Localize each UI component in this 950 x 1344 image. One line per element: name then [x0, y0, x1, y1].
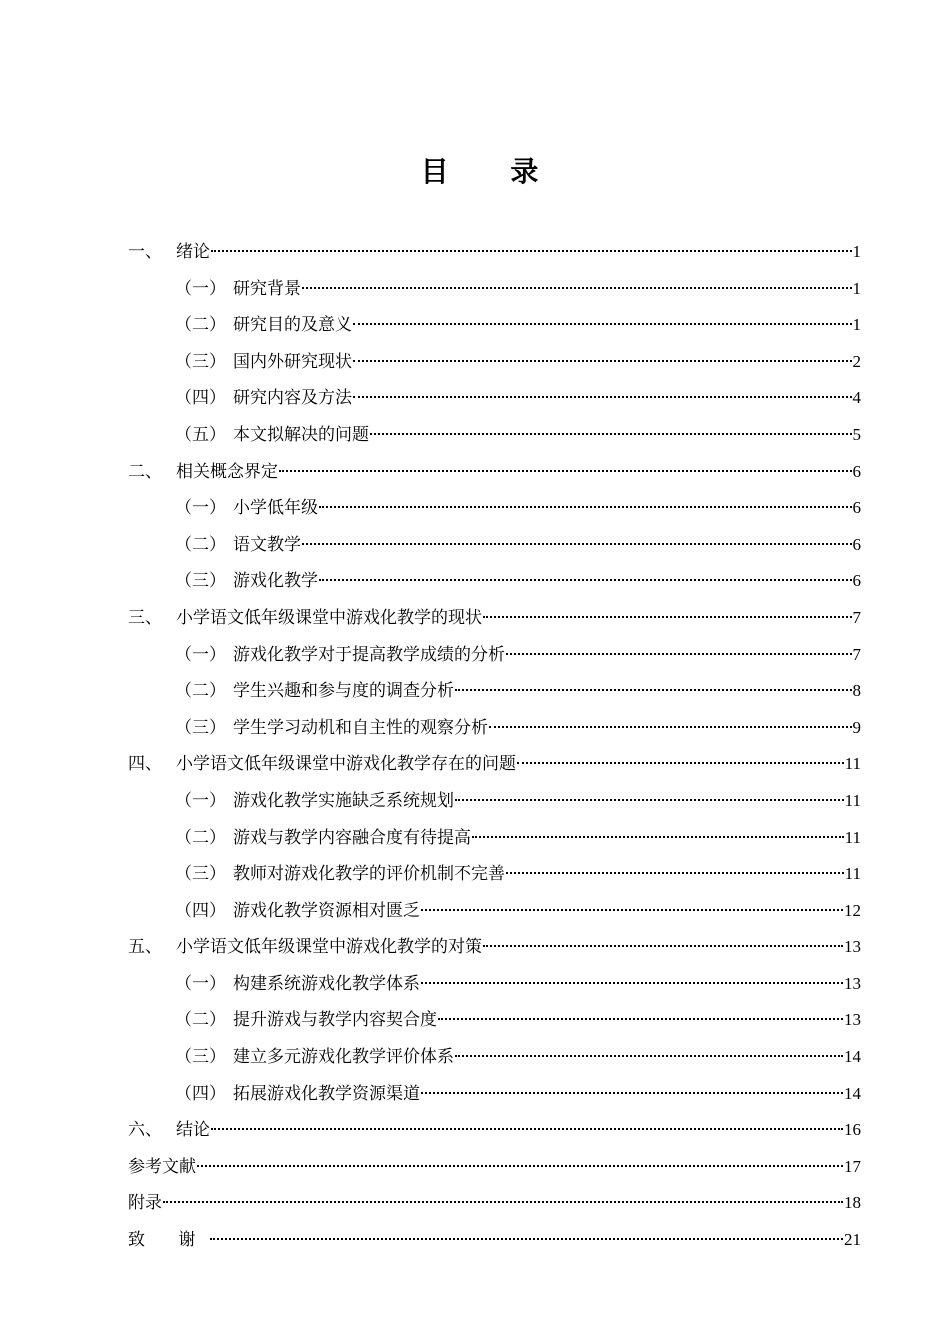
- toc-dot-leader: [489, 726, 852, 728]
- toc-entry-title: 游戏化教学: [233, 571, 318, 592]
- toc-entry-title: 小学语文低年级课堂中游戏化教学存在的问题: [176, 754, 516, 775]
- toc-entry-number: （一）: [175, 498, 226, 519]
- toc-dot-leader: [517, 762, 844, 764]
- toc-entry[interactable]: [128, 1222, 861, 1259]
- toc-entry[interactable]: [128, 1002, 861, 1039]
- toc-entry[interactable]: [128, 527, 861, 564]
- toc-entry-page: 17: [844, 1156, 861, 1176]
- toc-entry-number: （三）: [175, 351, 226, 372]
- toc-entry-title: 拓展游戏化教学资源渠道: [233, 1083, 420, 1104]
- toc-entry-page: 9: [852, 717, 861, 737]
- toc-entry-title: 国内外研究现状: [233, 351, 352, 372]
- toc-entry-page: 6: [852, 534, 861, 554]
- toc-entry[interactable]: [128, 1185, 861, 1222]
- toc-entry-title: 致 谢: [128, 1230, 210, 1251]
- toc-entry[interactable]: [128, 673, 861, 710]
- toc-entry-title: 小学语文低年级课堂中游戏化教学的对策: [176, 937, 482, 958]
- toc-entry[interactable]: [128, 380, 861, 417]
- toc-entry[interactable]: [128, 1112, 861, 1149]
- toc-entry-page: 6: [852, 571, 861, 591]
- toc-entry-number: 五、: [128, 937, 162, 958]
- toc-dot-leader: [421, 982, 843, 984]
- toc-entry-page: 7: [852, 607, 861, 627]
- toc-entry[interactable]: [128, 783, 861, 820]
- toc-entry[interactable]: [128, 637, 861, 674]
- toc-entry-title: 本文拟解决的问题: [233, 424, 369, 445]
- toc-entry[interactable]: [128, 966, 861, 1003]
- toc-entry-title: 游戏与教学内容融合度有待提高: [233, 827, 471, 848]
- toc-entry-title: 研究背景: [233, 278, 301, 299]
- toc-entry-number: （一）: [175, 278, 226, 299]
- toc-entry-number: （四）: [175, 900, 226, 921]
- toc-entry-number: （二）: [175, 534, 226, 555]
- toc-entry[interactable]: [128, 856, 861, 893]
- toc-entry-page: 1: [852, 278, 861, 298]
- toc-dot-leader: [211, 1128, 843, 1130]
- toc-dot-leader: [421, 1092, 843, 1094]
- toc-entry[interactable]: [128, 893, 861, 930]
- toc-dot-leader: [353, 396, 852, 398]
- toc-dot-leader: [211, 250, 852, 252]
- toc-entry-page: 13: [844, 973, 861, 993]
- toc-entry-number: 四、: [128, 754, 162, 775]
- toc-dot-leader: [472, 836, 844, 838]
- toc-entry-title: 建立多元游戏化教学评价体系: [233, 1047, 454, 1068]
- toc-entry-number: （二）: [175, 1010, 226, 1031]
- table-of-contents: [128, 234, 861, 1259]
- toc-dot-leader: [319, 579, 852, 581]
- toc-entry-page: 1: [852, 315, 861, 335]
- toc-entry-title: 语文教学: [233, 534, 301, 555]
- toc-entry[interactable]: [128, 307, 861, 344]
- toc-entry-number: （三）: [175, 717, 226, 738]
- toc-entry[interactable]: [128, 454, 861, 491]
- toc-entry-page: 13: [844, 937, 861, 957]
- toc-entry-page: 12: [844, 900, 861, 920]
- toc-entry-page: 1: [852, 242, 861, 261]
- toc-dot-leader: [483, 616, 852, 618]
- toc-entry-page: 6: [852, 461, 861, 481]
- toc-dot-leader: [197, 1165, 843, 1167]
- toc-dot-leader: [370, 433, 852, 435]
- toc-entry-title: 游戏化教学实施缺乏系统规划: [233, 790, 454, 811]
- toc-entry[interactable]: [128, 344, 861, 381]
- toc-entry-number: （一）: [175, 973, 226, 994]
- toc-dot-leader: [353, 323, 852, 325]
- toc-entry-title: 提升游戏与教学内容契合度: [233, 1010, 437, 1031]
- toc-entry-title: 教师对游戏化教学的评价机制不完善: [233, 864, 505, 885]
- toc-entry[interactable]: [128, 1149, 861, 1186]
- toc-entry-title: 相关概念界定: [176, 461, 278, 482]
- toc-entry-page: 14: [844, 1083, 861, 1103]
- toc-entry[interactable]: [128, 746, 861, 783]
- page-title: 目 录: [420, 155, 565, 188]
- toc-entry-page: 18: [844, 1193, 861, 1213]
- toc-entry-page: 21: [844, 1230, 861, 1250]
- toc-entry-number: （三）: [175, 571, 226, 592]
- toc-entry-page: 11: [844, 864, 861, 884]
- toc-entry[interactable]: [128, 929, 861, 966]
- toc-entry-title: 游戏化教学对于提高教学成绩的分析: [233, 644, 505, 665]
- toc-dot-leader: [483, 945, 843, 947]
- toc-entry-page: 5: [852, 424, 861, 444]
- toc-entry-number: （一）: [175, 790, 226, 811]
- toc-entry[interactable]: [128, 234, 861, 271]
- toc-dot-leader: [506, 653, 852, 655]
- toc-dot-leader: [506, 872, 844, 874]
- toc-entry-number: （四）: [175, 388, 226, 409]
- toc-entry-page: 4: [852, 388, 861, 408]
- toc-dot-leader: [421, 909, 843, 911]
- toc-entry-title: 游戏化教学资源相对匮乏: [233, 900, 420, 921]
- toc-dot-leader: [319, 506, 852, 508]
- toc-entry-title: 参考文献: [128, 1156, 196, 1177]
- toc-entry[interactable]: [128, 1039, 861, 1076]
- toc-entry[interactable]: [128, 710, 861, 747]
- toc-entry-page: 11: [844, 790, 861, 810]
- toc-entry-number: （三）: [175, 864, 226, 885]
- toc-entry-number: （三）: [175, 1047, 226, 1068]
- toc-entry-page: 11: [844, 754, 861, 774]
- toc-entry-page: 11: [844, 827, 861, 847]
- toc-dot-leader: [302, 543, 852, 545]
- toc-entry-page: 13: [844, 1010, 861, 1030]
- toc-entry-number: （二）: [175, 315, 226, 336]
- toc-entry-number: （四）: [175, 1083, 226, 1104]
- toc-entry-number: 六、: [128, 1120, 162, 1141]
- toc-entry-number: 三、: [128, 607, 162, 628]
- toc-dot-leader: [353, 360, 852, 362]
- toc-entry-title: 构建系统游戏化教学体系: [233, 973, 420, 994]
- toc-entry-number: 二、: [128, 461, 162, 482]
- toc-dot-leader: [455, 1055, 843, 1057]
- toc-entry-page: 7: [852, 644, 861, 664]
- toc-entry-page: 16: [844, 1120, 861, 1140]
- toc-dot-leader: [455, 689, 852, 691]
- toc-entry-number: （五）: [175, 424, 226, 445]
- toc-entry-title: 学生兴趣和参与度的调查分析: [233, 681, 454, 702]
- toc-entry-number: 一、: [128, 242, 162, 262]
- toc-entry[interactable]: [128, 563, 861, 600]
- toc-entry[interactable]: [128, 271, 861, 308]
- toc-entry[interactable]: [128, 1076, 861, 1113]
- toc-dot-leader: [210, 1238, 843, 1240]
- toc-entry-number: （一）: [175, 644, 226, 665]
- toc-entry-page: 2: [852, 351, 861, 371]
- toc-dot-leader: [279, 470, 852, 472]
- toc-entry-page: 6: [852, 498, 861, 518]
- toc-entry-title: 研究目的及意义: [233, 315, 352, 336]
- toc-entry[interactable]: [128, 600, 861, 637]
- toc-entry-title: 小学低年级: [233, 498, 318, 519]
- toc-entry-number: （二）: [175, 827, 226, 848]
- toc-entry[interactable]: [128, 820, 861, 857]
- toc-entry-title: 研究内容及方法: [233, 388, 352, 409]
- toc-dot-leader: [163, 1201, 843, 1203]
- toc-entry-title: 绪论: [176, 242, 210, 262]
- toc-entry-page: 8: [852, 681, 861, 701]
- toc-entry[interactable]: [128, 490, 861, 527]
- toc-entry-page: 14: [844, 1047, 861, 1067]
- toc-entry-title: 小学语文低年级课堂中游戏化教学的现状: [176, 607, 482, 628]
- toc-entry[interactable]: [128, 417, 861, 454]
- toc-dot-leader: [302, 287, 852, 289]
- toc-entry-title: 学生学习动机和自主性的观察分析: [233, 717, 488, 738]
- toc-entry-title: 附录: [128, 1193, 162, 1214]
- toc-entry-title: 结论: [176, 1120, 210, 1141]
- toc-dot-leader: [455, 799, 844, 801]
- toc-entry-number: （二）: [175, 681, 226, 702]
- toc-dot-leader: [438, 1018, 843, 1020]
